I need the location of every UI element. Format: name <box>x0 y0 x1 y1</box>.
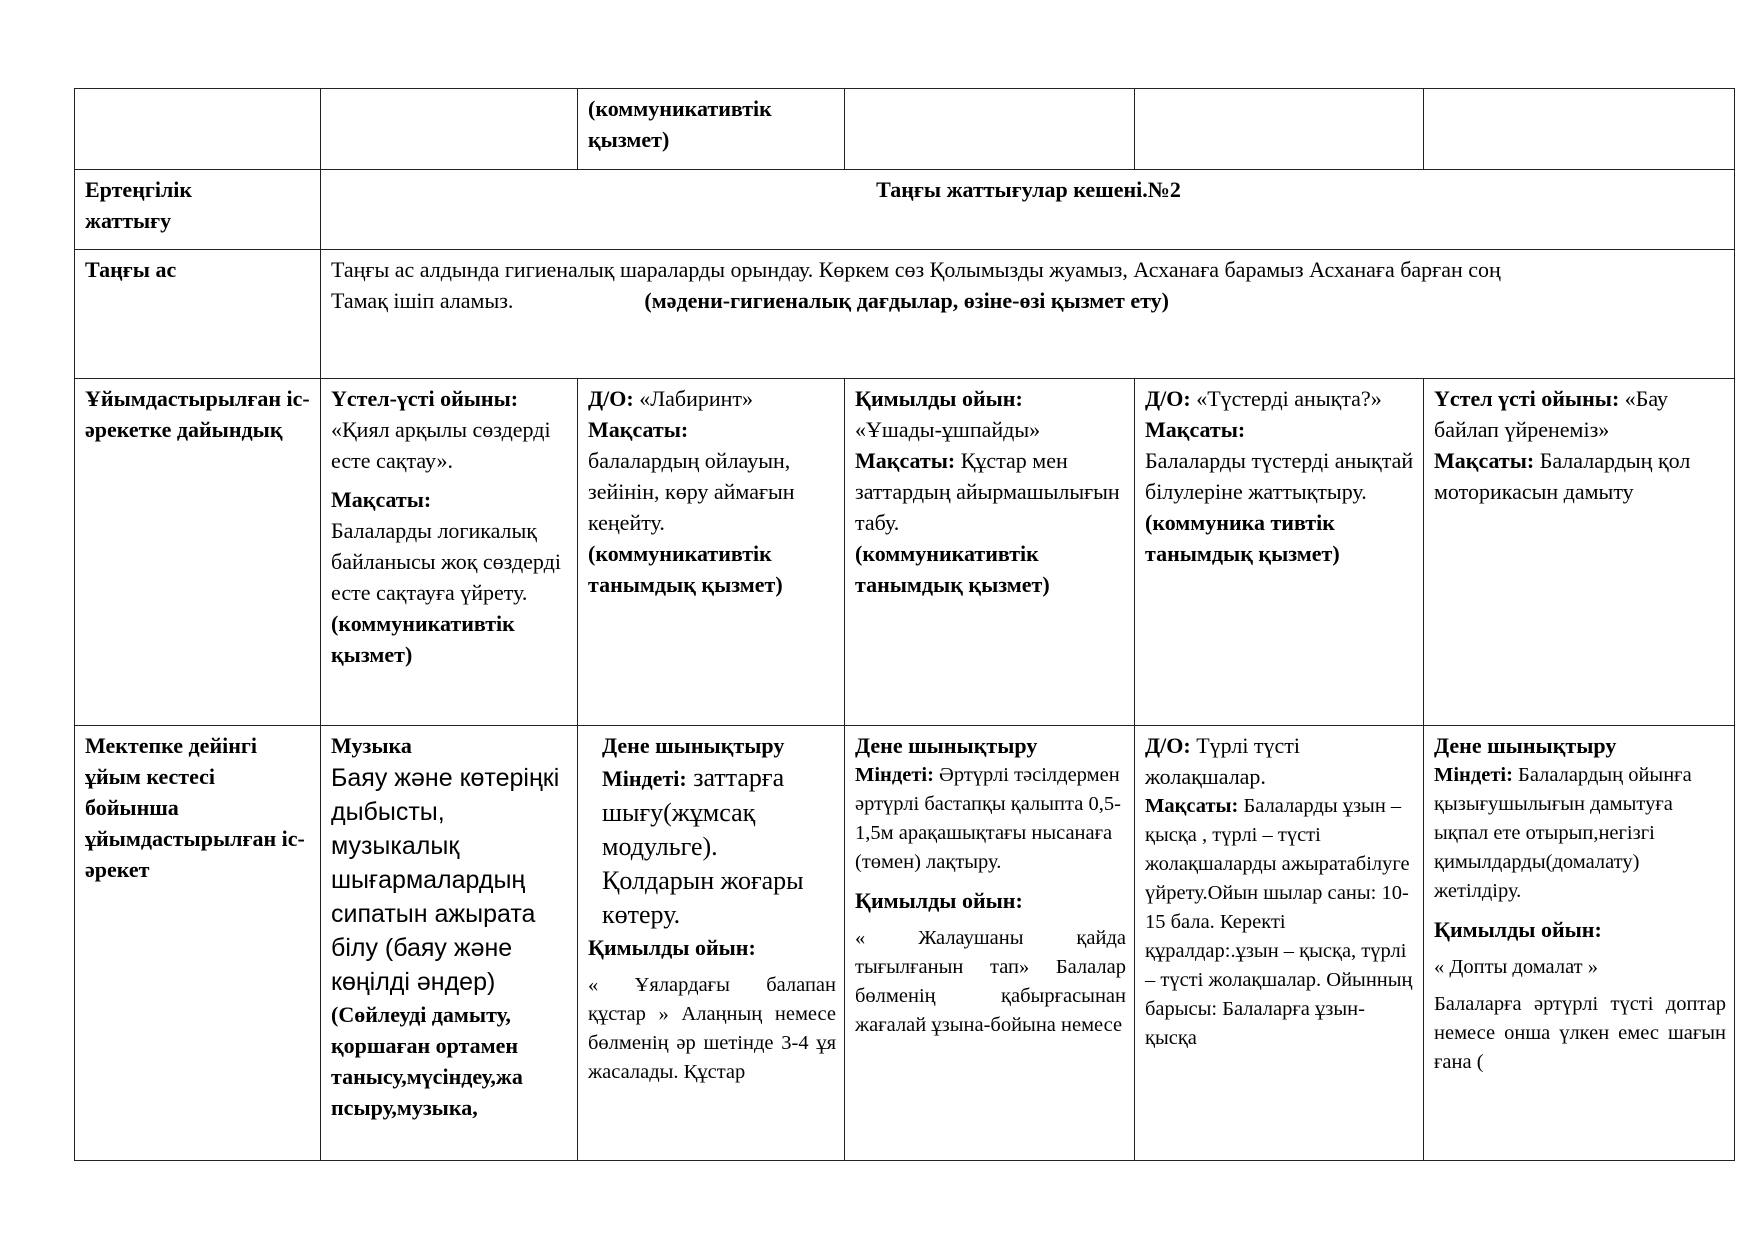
note-line: қызмет) <box>588 127 670 152</box>
activity-cell <box>1135 726 1424 1161</box>
cell-empty <box>75 89 321 170</box>
goal-text: Балаларды логикалық байланысы жоқ сөздерді есте сақтауға үйрету. <box>331 518 561 605</box>
activity-cell <box>578 379 845 726</box>
game-text: Балаларға әртүрлі түсті доптар немесе онша үлкен емес шағын ғана ( <box>1434 993 1726 1073</box>
goal-line <box>1145 792 1415 1053</box>
goal-text: Құстар мен заттардың айырмашылығын табу. <box>855 448 1120 535</box>
cell-note <box>578 89 845 170</box>
goal-text: балалардың ойлауын, зейінін, көру аймағын кеңейту. <box>588 448 795 535</box>
game-label: Қимылды ойын: <box>588 935 756 960</box>
activity-title: Дене шынықтыру <box>855 733 1038 758</box>
breakfast-text: Тамақ ішіп аламыз. <box>331 288 514 313</box>
goal-line <box>855 445 1126 538</box>
game-title: « Допты домалат » <box>1434 956 1598 978</box>
morning-exercise-content <box>321 170 1735 250</box>
activity-title: Дене шынықтыру <box>1434 733 1617 758</box>
task-text: Әртүрлі тәсілдермен әртүрлі бастапқы қалыпта 0,5-1,5м арақашықтағы нысанаға (төмен) лақтыру. <box>855 764 1121 873</box>
goal-label: Мақсаты: <box>588 417 689 442</box>
table-row-organized <box>75 726 1735 1161</box>
task-text: заттарға шығу(жұмсақ модульге). Қолдарын жоғары көтеру. <box>602 763 804 929</box>
task-line <box>1434 761 1726 906</box>
game-label: Қимылды ойын: <box>855 888 1023 913</box>
activity-cell <box>845 726 1135 1161</box>
task-text: Балалардың ойынға қызығушылығын дамытуға ықпал ете отырып,негізгі қимылдарды(домалату) жетілдіру. <box>1434 764 1692 902</box>
goal-text: Балалардың қол моторикасын дамыту <box>1434 448 1691 504</box>
row-label-line: жаттығу <box>85 208 172 233</box>
morning-exercise-title: Таңғы жаттығулар кешені.№2 <box>876 177 1181 202</box>
activity-title: Д/О: <box>1145 386 1191 411</box>
game-label: Қимылды ойын: <box>1434 917 1602 942</box>
activity-note: (коммуника тивтік танымдық қызмет) <box>1145 510 1340 566</box>
activity-title-line <box>1434 383 1726 445</box>
goal-label: Мақсаты: <box>1145 795 1239 817</box>
activity-title: Д/О: <box>588 386 634 411</box>
task-line <box>602 761 836 932</box>
activity-title-line <box>588 383 836 414</box>
activity-title: Дене шынықтыру <box>602 733 785 758</box>
activity-title-rest: Түрлі түсті жолақшалар. <box>1145 733 1301 789</box>
row-label-text: Ұйымдастырылған іс-әрекетке дайындық <box>85 386 310 442</box>
activity-block <box>588 730 836 932</box>
goal-text: Балаларды түстерді анықтай білулеріне жаттықтыру. <box>1145 448 1414 504</box>
task-label: Міндеті: <box>855 764 934 786</box>
activity-title-line <box>1145 383 1415 445</box>
task-label: Міндеті: <box>602 766 687 791</box>
activity-title-rest: «Лабиринт» <box>639 386 754 411</box>
breakfast-line: Таңғы ас алдында гигиеналық шараларды орындау. Көркем сөз Қолымызды жуамыз, Асханаға барамыз Асханаға барған соң <box>331 257 1501 282</box>
activity-title-rest: «Түстерді анықта?» <box>1196 386 1382 411</box>
activity-note: (коммуникативтік танымдық қызмет) <box>855 541 1050 597</box>
row-label <box>75 379 321 726</box>
row-label <box>75 726 321 1161</box>
schedule-table <box>74 88 1735 1161</box>
activity-title-rest: «Бау байлап үйренеміз» <box>1434 386 1669 442</box>
breakfast-note: (мәдени-гигиеналық дағдылар, өзіне-өзі қызмет ету) <box>644 288 1169 313</box>
activity-cell <box>321 379 578 726</box>
table-row-breakfast <box>75 250 1735 379</box>
goal-label: Мақсаты: <box>331 487 432 512</box>
activity-title: Үстел-үсті ойыны: <box>331 386 519 411</box>
activity-title: Қимылды ойын: <box>855 386 1023 411</box>
row-label <box>75 250 321 379</box>
activity-cell <box>845 379 1135 726</box>
activity-note: (Сөйлеуді дамыту, қоршаған ортамен танысу,мүсіндеу,жа псыру,музыка, <box>331 1002 523 1120</box>
row-label <box>75 170 321 250</box>
note-line: (коммуникативтік <box>588 96 772 121</box>
goal-label: Мақсаты: <box>855 448 956 473</box>
goal-label: Мақсаты: <box>1145 417 1246 442</box>
activity-title: Музыка <box>331 733 412 758</box>
task-line <box>855 761 1126 877</box>
activity-cell <box>321 726 578 1161</box>
cell-empty <box>321 89 578 170</box>
task-label: Міндеті: <box>1434 764 1513 786</box>
goal-text: Балаларды ұзын – қысқа , түрлі – түсті жолақшаларды ажыратабілуге үйрету.Ойын шылар саны: 10-15 бала. Керекті құралдар:.ұзын – қысқа, түрлі – түсті жолақшалар. Ойынның барысы: Балаларға ұзын- қысқа <box>1145 795 1413 1049</box>
activity-title: Үстел үсті ойыны: <box>1434 386 1620 411</box>
goal-label: Мақсаты: <box>1434 448 1535 473</box>
row-label-text: Таңғы ас <box>85 257 177 282</box>
activity-note: (коммуникативтік танымдық қызмет) <box>588 541 783 597</box>
activity-title: Д/О: <box>1145 733 1191 758</box>
row-label-line: Ертеңгілік <box>85 177 193 202</box>
activity-title-line <box>1145 730 1415 792</box>
row-label-text: Мектепке дейінгі ұйым кестесі бойынша ұйымдастырылған іс-әрекет <box>85 733 305 882</box>
activity-cell <box>578 726 845 1161</box>
cell-empty <box>845 89 1135 170</box>
activity-note: (коммуникативтік қызмет) <box>331 611 515 667</box>
table-row-continuation <box>75 89 1735 170</box>
game-text: « Ұялардағы балапан құстар » Алаңның немесе бөлменің әр шетінде 3-4 ұя жасалады. Құстар <box>588 974 836 1083</box>
breakfast-content <box>321 250 1735 379</box>
activity-cell <box>1424 379 1735 726</box>
activity-cell <box>1424 726 1735 1161</box>
activity-text: «Қиял арқылы сөздерді есте сақтау». <box>331 417 551 473</box>
game-text: « Жалаушаны қайда тығылғанын тап» Балалар бөлменің қабырғасынан жағалай ұзына-бойына немесе <box>855 927 1126 1036</box>
cell-empty <box>1135 89 1424 170</box>
activity-text: «Ұшады-ұшпайды» <box>855 417 1041 442</box>
cell-empty <box>1424 89 1735 170</box>
table-row-preparation <box>75 379 1735 726</box>
table-row-morning-exercise <box>75 170 1735 250</box>
goal-line <box>1434 445 1726 507</box>
breakfast-line <box>331 285 1726 316</box>
activity-cell <box>1135 379 1424 726</box>
activity-text: Баяу және көтеріңкі дыбысты, музыкалық шығармалардың сипатын ажырата білу (баяу және көңілді әндер) <box>331 764 560 996</box>
